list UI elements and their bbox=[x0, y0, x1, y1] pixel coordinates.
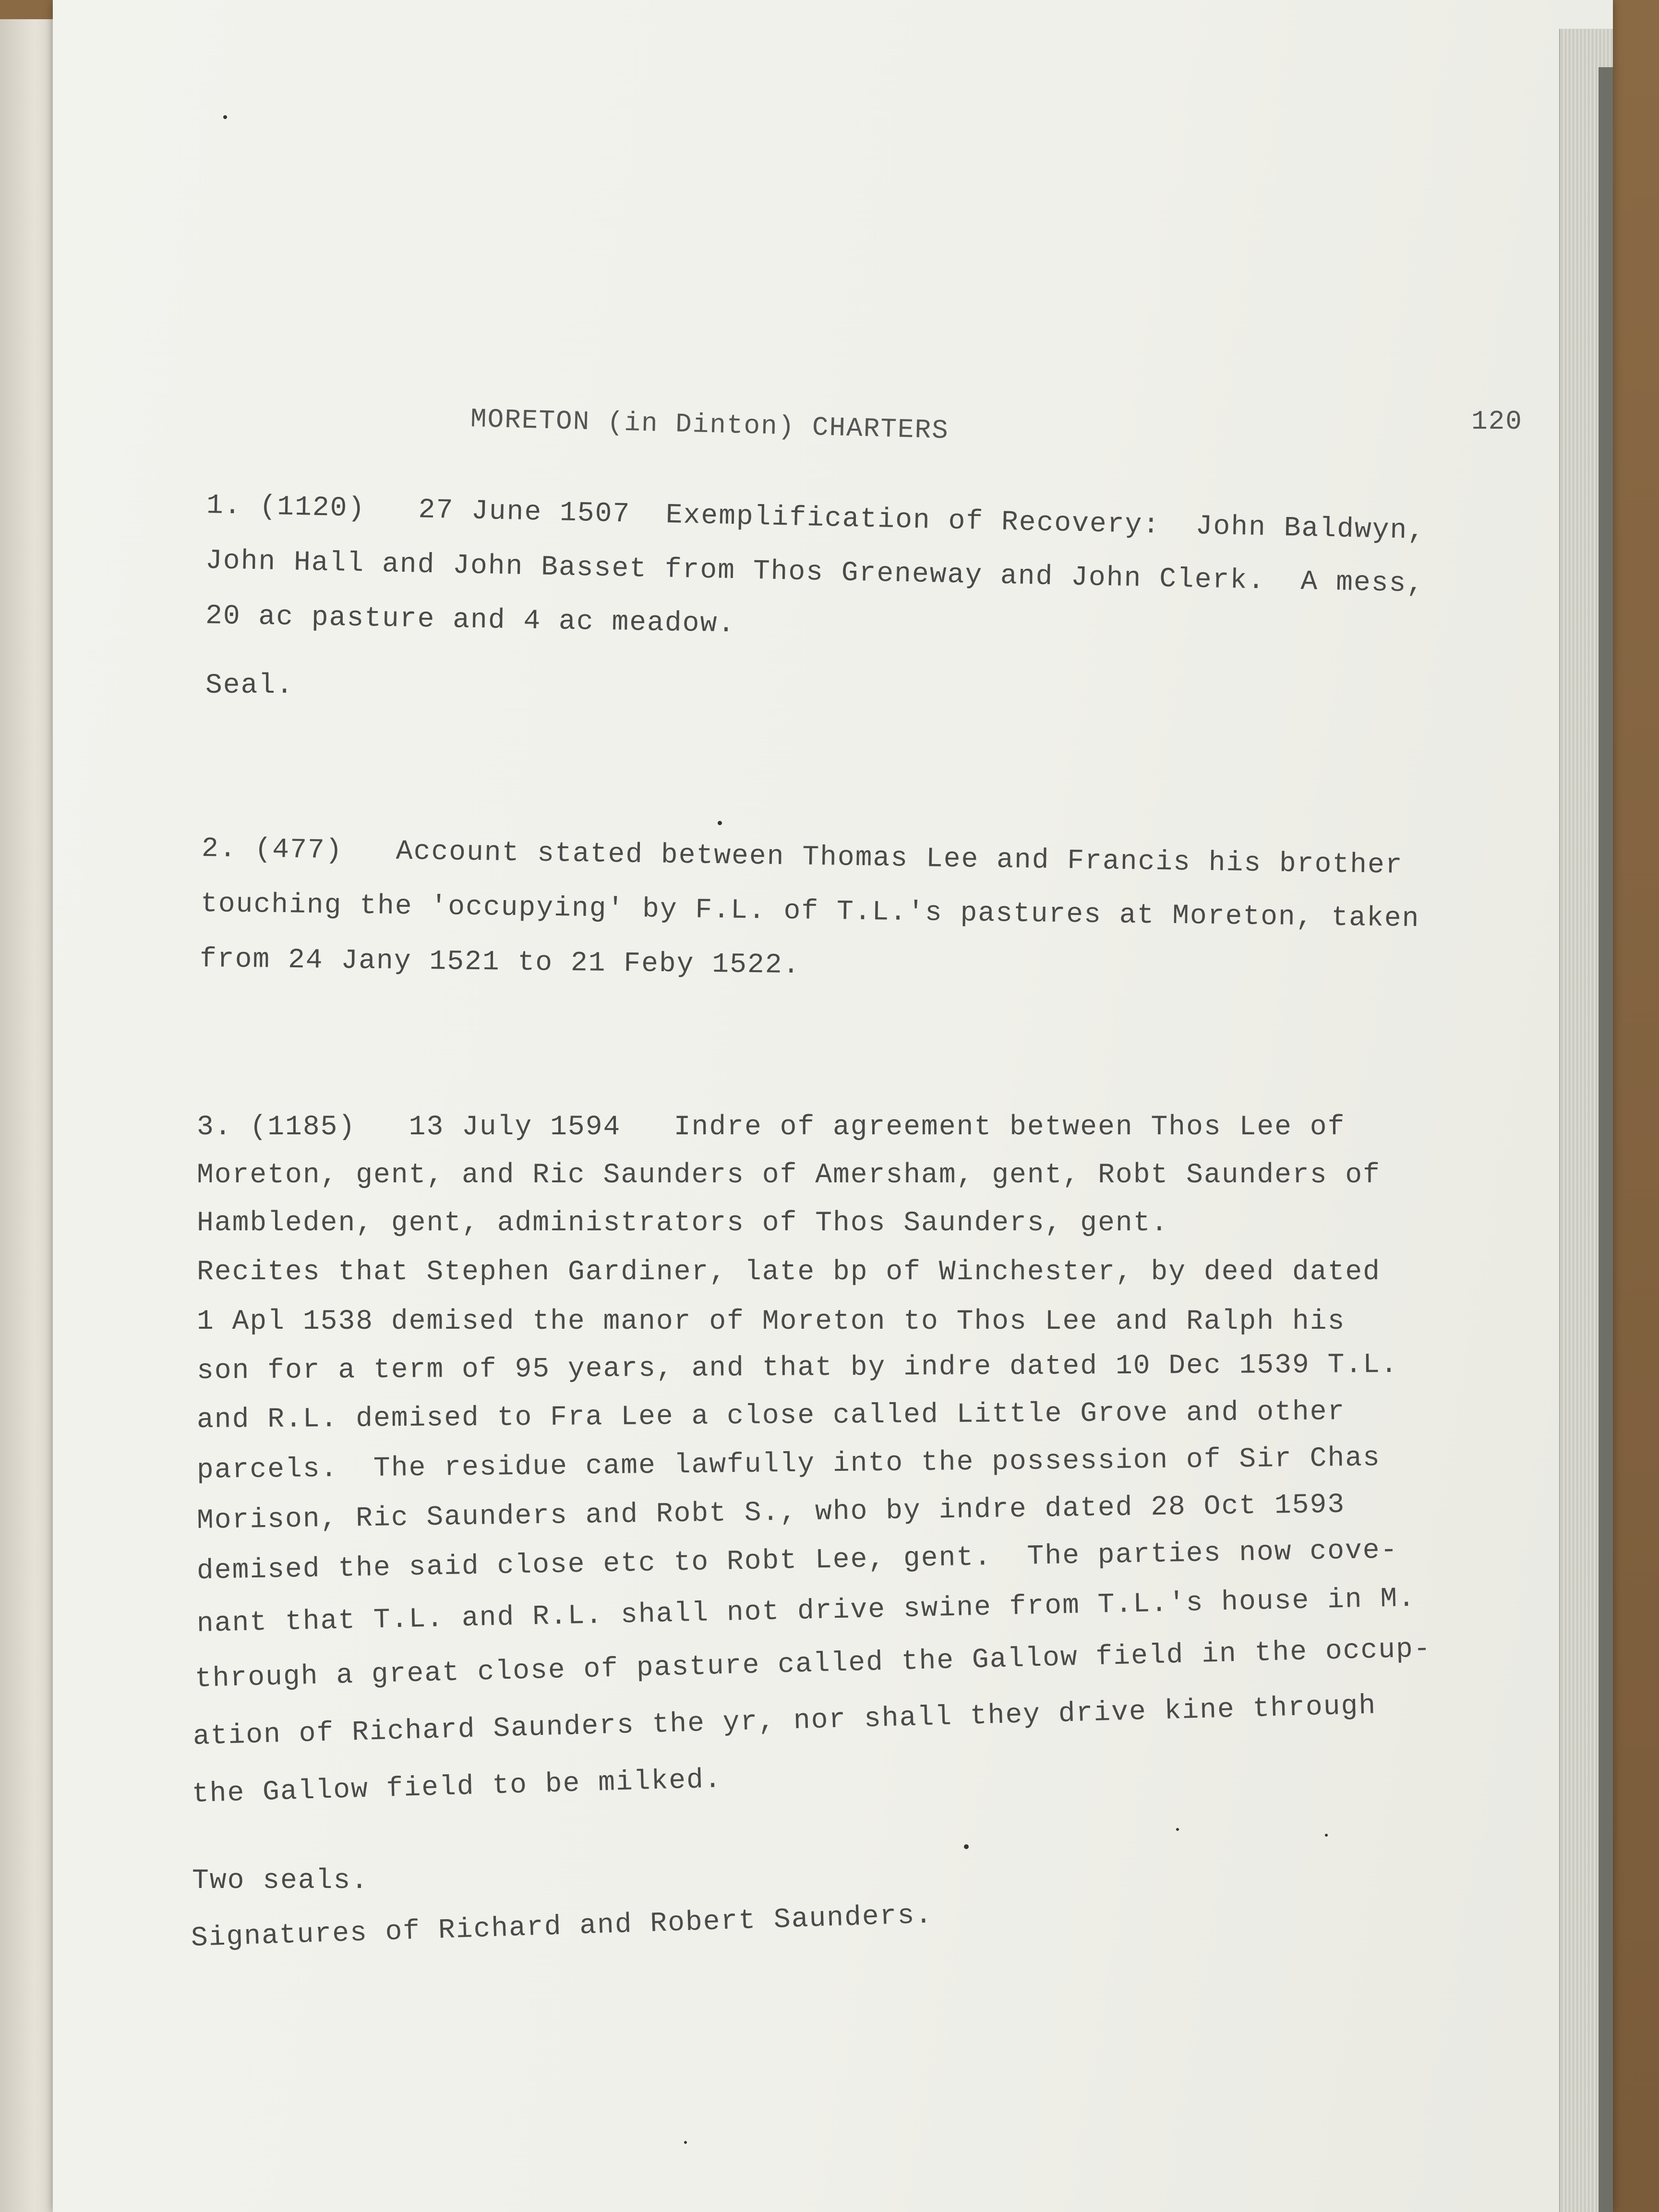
paper-speck bbox=[684, 2141, 687, 2144]
entry-1-line-1: 1. (1120) 27 June 1507 Exemplification of Recovery: John Baldwyn, bbox=[206, 490, 1426, 547]
entry-3-line-14: the Gallow field to be milked. bbox=[192, 1764, 722, 1810]
page-title: MORETON (in Dinton) CHARTERS bbox=[470, 404, 950, 446]
paper-speck bbox=[223, 115, 227, 119]
entry-3-line-11: nant that T.L. and R.L. shall not drive swine from T.L.'s house in M. bbox=[196, 1583, 1416, 1640]
entry-3-line-12: through a great close of pasture called the Gallow field in the occup- bbox=[194, 1634, 1432, 1695]
paper-speck bbox=[718, 821, 722, 825]
entry-3-line-2: Moreton, gent, and Ric Saunders of Amersham, gent, Robt Saunders of bbox=[197, 1160, 1381, 1191]
entry-3-line-4: Recites that Stephen Gardiner, late bp of Winchester, by deed dated bbox=[197, 1257, 1381, 1288]
entry-3-line-8: parcels. The residue came lawfully into the possession of Sir Chas bbox=[196, 1443, 1381, 1486]
entry-2-line-3: from 24 Jany 1521 to 21 Feby 1522. bbox=[199, 944, 801, 982]
paper-speck bbox=[964, 1844, 969, 1849]
entry-1-line-2: John Hall and John Basset from Thos Greneway and John Clerk. A mess, bbox=[205, 545, 1425, 600]
entry-3-seals: Two seals. bbox=[192, 1865, 369, 1897]
entry-1-seal: Seal. bbox=[205, 670, 294, 701]
document-page bbox=[53, 0, 1613, 2212]
entry-3-line-6: son for a term of 95 years, and that by indre dated 10 Dec 1539 T.L. bbox=[196, 1349, 1398, 1387]
facing-page-edge bbox=[0, 19, 59, 2212]
paper-speck bbox=[1176, 1828, 1179, 1831]
entry-3-line-5: 1 Apl 1538 demised the manor of Moreton to Thos Lee and Ralph his bbox=[197, 1306, 1346, 1337]
entry-3-line-1: 3. (1185) 13 July 1594 Indre of agreement between Thos Lee of bbox=[197, 1112, 1346, 1143]
entry-2-line-1: 2. (477) Account stated between Thomas Lee and Francis his brother bbox=[201, 833, 1404, 881]
entry-1-line-3: 20 ac pasture and 4 ac meadow. bbox=[205, 601, 736, 640]
paper-speck bbox=[1325, 1834, 1328, 1837]
entry-2-line-2: touching the 'occupying' by F.L. of T.L.'s pastures at Moreton, taken bbox=[200, 889, 1420, 935]
binding-edge bbox=[1599, 67, 1613, 2212]
entry-3-line-7: and R.L. demised to Fra Lee a close called Little Grove and other bbox=[196, 1396, 1346, 1436]
page-number: 120 bbox=[1471, 406, 1523, 437]
entry-3-line-9: Morison, Ric Saunders and Robt S., who by indre dated 28 Oct 1593 bbox=[196, 1489, 1346, 1537]
entry-3-line-13: ation of Richard Saunders the yr, nor shall they drive kine through bbox=[192, 1690, 1377, 1753]
entry-3-line-3: Hambleden, gent, administrators of Thos Saunders, gent. bbox=[197, 1208, 1169, 1239]
entry-3-line-10: demised the said close etc to Robt Lee, gent. The parties now cove- bbox=[196, 1535, 1398, 1587]
entry-3-signatures: Signatures of Richard and Robert Saunders. bbox=[190, 1899, 934, 1954]
